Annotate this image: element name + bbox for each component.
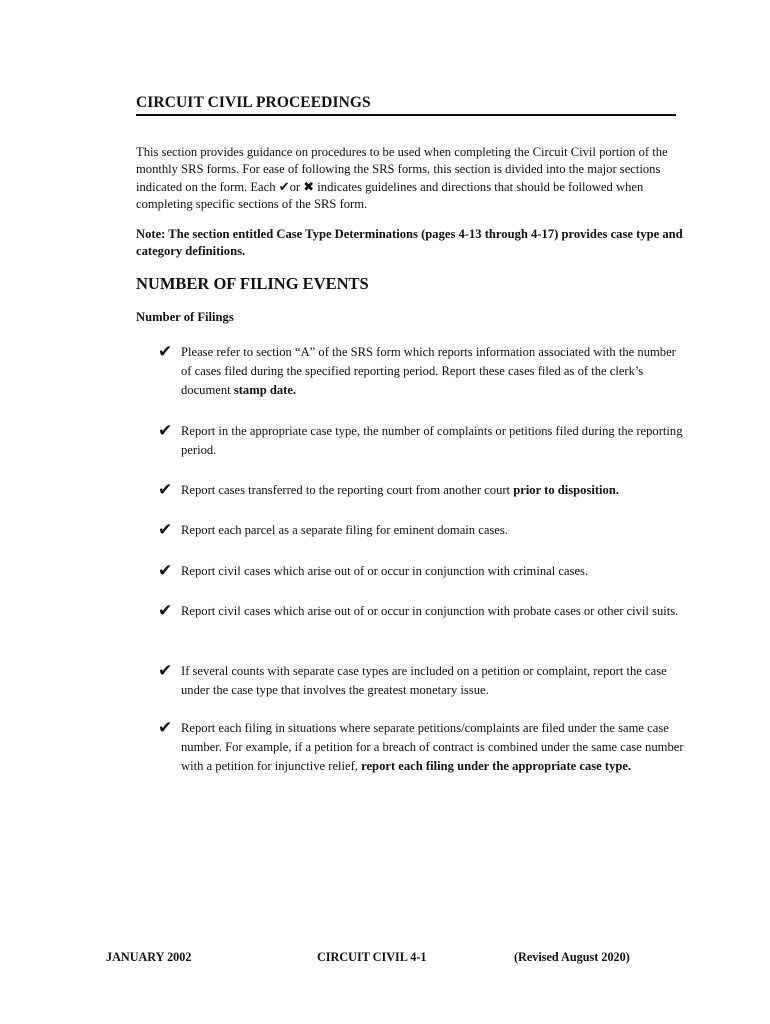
page-title: CIRCUIT CIVIL PROCEEDINGS — [136, 94, 676, 116]
list-item — [158, 343, 688, 400]
checkmark-icon: ✔ — [158, 520, 173, 540]
section-heading: NUMBER OF FILING EVENTS — [136, 274, 369, 293]
list-item-text: Report each filing in situations where separate petitions/complaints are filed under the same case number. For example, if a petition for a breach of contract is combined under the same case number with a petition for injunctive relief, report each filing under the appropriate case type. — [181, 721, 684, 773]
list-item-text: If several counts with separate case types are included on a petition or complaint, report the case under the case type that involves the greatest monetary issue. — [181, 664, 667, 697]
checkmark-icon: ✔ — [278, 179, 290, 194]
checkmark-icon: ✔ — [158, 421, 173, 441]
subsection-heading: Number of Filings — [136, 310, 234, 324]
intro-paragraph — [136, 144, 684, 213]
footer-date: JANUARY 2002 — [106, 950, 192, 964]
list-item-text: Report civil cases which arise out of or occur in conjunction with criminal cases. — [181, 564, 589, 578]
checkmark-icon: ✔ — [158, 661, 173, 681]
list-item-text: Please refer to section “A” of the SRS form which reports information associated with the number of cases filed during the specified reporting period. Report these cases filed as of the clerk’s document stamp date. — [181, 345, 676, 397]
intro-text-part2: indicates guidelines and directions that should be followed when completing specific sections of the SRS form. — [136, 180, 644, 211]
checkmark-icon: ✔ — [158, 480, 173, 500]
footer-revision: (Revised August 2020) — [514, 950, 630, 964]
intro-text-part1: This section provides guidance on procedures to be used when completing the Circuit Civil portion of the monthly SRS forms. For ease of following the SRS forms, this section is divided into the major sections indicated on the form. Each — [136, 145, 668, 194]
checkmark-icon: ✔ — [158, 718, 173, 738]
intro-or-word: or — [289, 180, 304, 194]
list-item — [158, 662, 688, 700]
checkmark-icon: ✔ — [158, 561, 173, 581]
list-item — [158, 562, 688, 581]
list-item — [158, 521, 688, 540]
list-item — [158, 719, 688, 776]
checkmark-icon: ✔ — [158, 601, 173, 621]
x-mark-icon: ✖ — [303, 179, 315, 194]
note-paragraph: Note: The section entitled Case Type Determinations (pages 4-13 through 4-17) provides case type and category definitions. — [136, 227, 683, 258]
list-item — [158, 422, 688, 460]
list-item-text: Report civil cases which arise out of or occur in conjunction with probate cases or other civil suits. — [181, 604, 679, 618]
list-item — [158, 602, 688, 621]
checkmark-icon: ✔ — [158, 342, 173, 362]
list-item-text: Report each parcel as a separate filing for eminent domain cases. — [181, 523, 508, 537]
list-item-text: Report cases transferred to the reporting court from another court prior to disposition. — [181, 483, 620, 497]
list-item-text: Report in the appropriate case type, the number of complaints or petitions filed during the reporting period. — [181, 424, 683, 457]
list-item — [158, 481, 688, 500]
footer-page-number: CIRCUIT CIVIL 4-1 — [317, 950, 427, 964]
